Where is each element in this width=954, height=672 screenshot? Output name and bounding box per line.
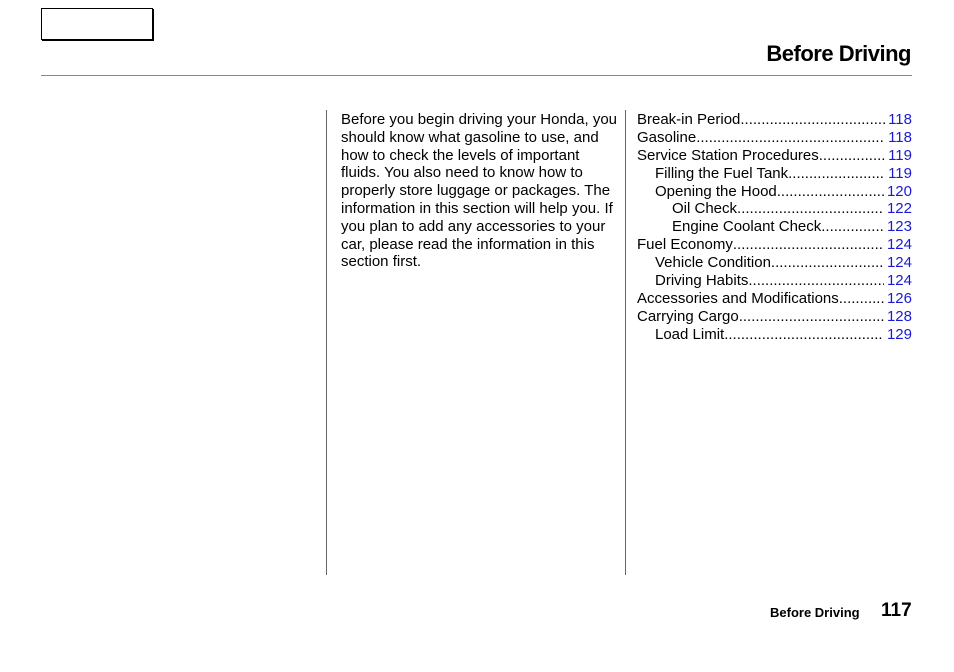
- toc-leader-dots: [733, 236, 884, 254]
- toc-entry[interactable]: [637, 236, 912, 254]
- toc-entry[interactable]: [637, 326, 912, 344]
- nav-box[interactable]: [41, 8, 153, 40]
- toc-entry[interactable]: [637, 218, 912, 236]
- toc-entry-label: Vehicle Condition: [655, 254, 771, 272]
- toc-leader-dots: [739, 308, 884, 326]
- toc-page-link[interactable]: 124: [886, 236, 912, 254]
- toc-entry-label: Accessories and Modifications: [637, 289, 839, 307]
- column-divider-right: [625, 110, 626, 575]
- toc-page-link[interactable]: 124: [886, 272, 912, 290]
- toc-entry-label: Load Limit: [655, 325, 725, 343]
- title-divider: [41, 75, 912, 76]
- toc-leader-dots: [819, 147, 885, 165]
- toc-entry-label: Carrying Cargo: [637, 307, 739, 325]
- toc-page-link[interactable]: 119: [888, 146, 912, 164]
- toc-page-link[interactable]: 120: [886, 182, 912, 200]
- toc-entry[interactable]: [637, 290, 912, 308]
- toc-entry-label: Fuel Economy: [637, 236, 733, 254]
- toc-entry-label: Filling the Fuel Tank: [655, 164, 789, 182]
- section-title: Before Driving: [766, 41, 911, 66]
- toc-entry[interactable]: [637, 129, 912, 147]
- toc-leader-dots: [696, 129, 885, 147]
- toc-page-link[interactable]: 129: [886, 325, 912, 343]
- toc-entry-label: Driving Habits: [655, 272, 749, 290]
- toc-entry-label: Service Station Procedures: [637, 146, 819, 164]
- toc-entry[interactable]: [637, 165, 912, 183]
- toc-entry[interactable]: [637, 183, 912, 201]
- footer-section-label: Before Driving: [770, 605, 860, 620]
- toc-entry[interactable]: [637, 200, 912, 218]
- toc-leader-dots: [788, 165, 885, 183]
- toc-leader-dots: [748, 272, 884, 290]
- toc-entry-label: Gasoline: [637, 128, 697, 146]
- toc-page-link[interactable]: 128: [886, 307, 912, 325]
- toc-entry-label: Break-in Period: [637, 111, 741, 128]
- table-of-contents: [637, 111, 912, 344]
- toc-leader-dots: [724, 326, 884, 344]
- toc-leader-dots: [777, 183, 884, 201]
- toc-page-link[interactable]: 124: [886, 254, 912, 272]
- toc-page-link[interactable]: 118: [888, 111, 912, 128]
- toc-entry-label: Engine Coolant Check: [672, 218, 822, 236]
- column-divider-left: [326, 110, 327, 575]
- toc-entry[interactable]: [637, 308, 912, 326]
- toc-leader-dots: [821, 218, 884, 236]
- toc-entry[interactable]: [637, 254, 912, 272]
- toc-leader-dots: [740, 111, 885, 129]
- toc-leader-dots: [771, 254, 884, 272]
- toc-page-link[interactable]: 122: [886, 200, 912, 218]
- toc-entry-label: Oil Check: [672, 200, 738, 218]
- toc-entry[interactable]: [637, 111, 912, 129]
- toc-page-link[interactable]: 126: [886, 289, 912, 307]
- toc-entry[interactable]: [637, 272, 912, 290]
- toc-page-link[interactable]: 118: [888, 128, 912, 146]
- toc-leader-dots: [839, 290, 884, 308]
- intro-paragraph: Before you begin driving your Honda, you should know what gasoline to use, and how to check the levels of important fluids. You also need to know how to properly store luggage or packages. The information in this section will help you. If you plan to add any accessories to your car, please read the information in this section first.: [341, 111, 618, 271]
- toc-entry[interactable]: [637, 147, 912, 165]
- toc-page-link[interactable]: 119: [888, 164, 912, 182]
- toc-leader-dots: [737, 200, 884, 218]
- toc-entry-label: Opening the Hood: [655, 182, 777, 200]
- page-number: 117: [881, 600, 912, 621]
- toc-page-link[interactable]: 123: [886, 218, 912, 236]
